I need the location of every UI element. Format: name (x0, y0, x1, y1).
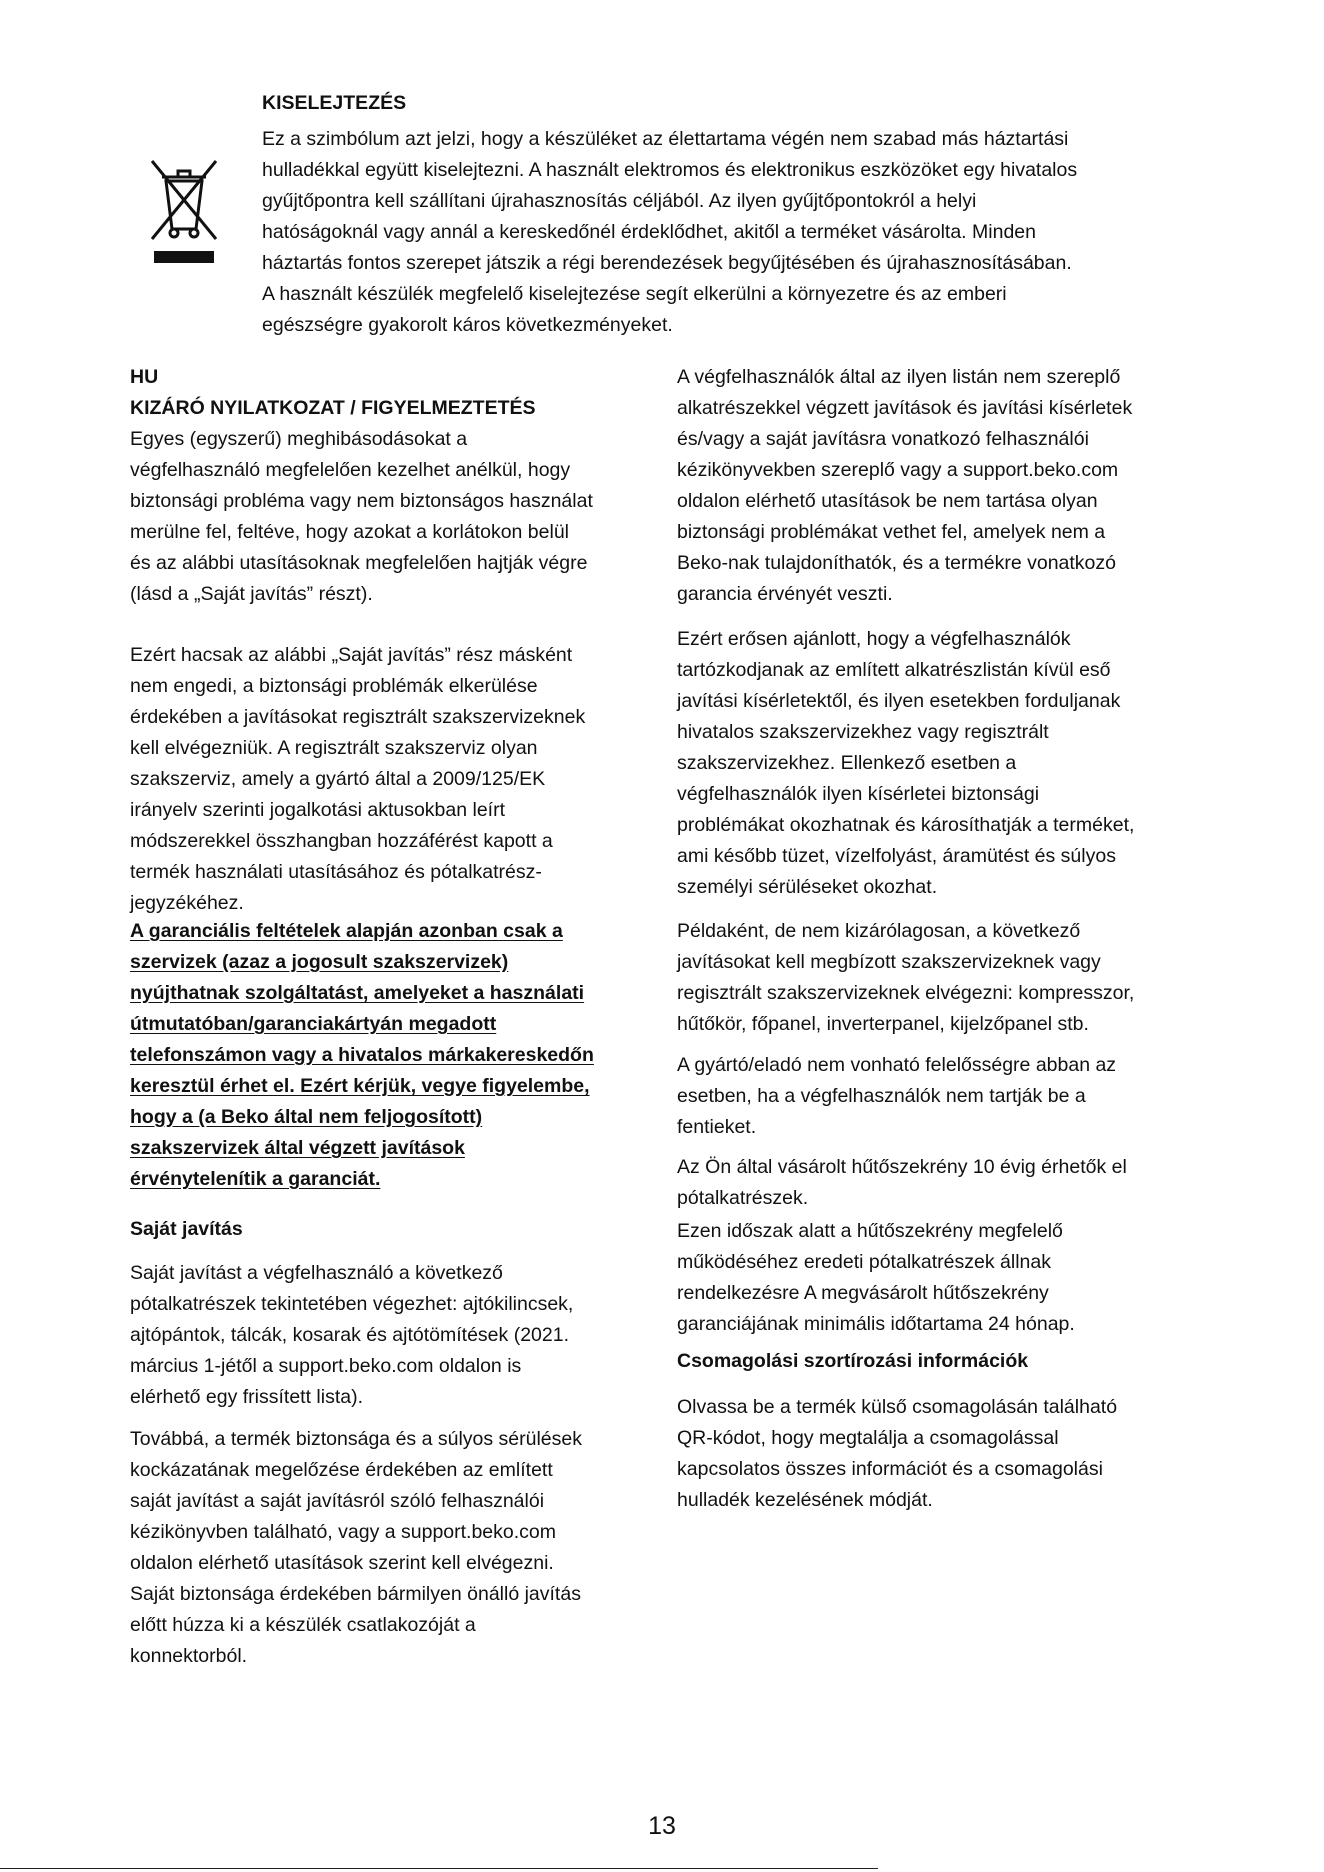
recommendation-paragraph: Ezért erősen ajánlott, hogy a végfelhasználók tartózkodjanak az említett alkatrészlistán kívül eső javítási kísérletektől, és ilyen esetekben forduljanak hivatalos szakszervizekhez vagy regisztrált szakszervizekhez. Ellenkező esetben a végfelhasználók ilyen kísérletei biztonsági problémákat okozhatnak és károsíthatják a terméket, ami később tüzet, vízelfolyást, áramütést és súlyos személyi sérüléseket okozhat. (677, 628, 1135, 898)
language-label: HU (130, 366, 159, 388)
disclaimer-title: KIZÁRÓ NYILATKOZAT / FIGYELMEZTETÉS (130, 397, 536, 419)
liability-paragraph: A gyártó/eladó nem vonható felelősségre abban az esetben, ha a végfelhasználók nem tartják be a fentieket. (677, 1054, 1117, 1138)
unauthorized-repair-paragraph: A végfelhasználók által az ilyen listán nem szereplő alkatrészekkel végzett javítások és javítási kísérletek és/vagy a saját javításra vonatkozó felhasználói kézikönyvekben szereplő vagy a support.beko.com oldalon elérhető utasítások be nem tartása olyan biztonsági problémákat vethet fel, amelyek nem a Beko-nak tulajdoníthatók, és a termékre vonatkozó garancia érvényét veszti. (677, 366, 1133, 605)
warranty-warning: A garanciális feltételek alapján azonban csak a szervizek (azaz a jogosult szakszervizek) nyújthatnak szolgáltatást, amelyeket a használati útmutatóban/garanciakártyán megadott telefonszámon vagy a hivatalos márkakereskedőn keresztül érhet el. Ezért kérjük, vegye figyelembe, hogy a (a Beko által nem feljogosított) szakszervizek által végzett javítások érvénytelenítik a garanciát. (130, 920, 594, 1190)
examples-paragraph: Példaként, de nem kizárólagosan, a következő javításokat kell megbízott szakszervizeknek vagy regisztrált szakszervizeknek elvégezni: kompresszor, hűtőkör, főpanel, inverterpanel, kijelzőpanel stb. (677, 920, 1135, 1035)
repair-paragraph: Ezért hacsak az alábbi „Saját javítás” rész másként nem engedi, a biztonsági problémák elkerülése érdekében a javításokat regisztrált szakszervizeknek kell elvégezniük. A regisztrált szakszerviz olyan szakszerviz, amely a gyártó által a 2009/125/EK irányelv szerinti jogalkotási aktusokban leírt módszerekkel összhangban hozzáférést kapott a termék használati utasításához és pótalkatrész- jegyzékéhez. (130, 644, 586, 914)
packaging-paragraph: Olvassa be a termék külső csomagolásán található QR-kódot, hogy megtalálja a csomagolással kapcsolatos összes információt és a csomagolási hulladék kezelésének módját. (677, 1396, 1118, 1511)
weee-crossed-bin-icon (148, 155, 220, 267)
self-repair-title: Saját javítás (130, 1218, 243, 1240)
self-repair-safety-paragraph: Továbbá, a termék biztonsága és a súlyos sérülések kockázatának megelőzése érdekében az említett saját javítást a saját javításról szóló felhasználói kézikönyvben található, vagy a support.beko.com oldalon elérhető utasítások szerint kell elvégezni. Saját biztonsága érdekében bármilyen önálló javítás előtt húzza ki a készülék csatlakozóját a konnektorból. (130, 1428, 582, 1667)
page-number: 13 (648, 1812, 676, 1840)
self-repair-paragraph: Saját javítást a végfelhasználó a következő pótalkatrészek tekintetében végezhet: ajtókilincsek, ajtópántok, tálcák, kosarak és ajtótömítések (2021. március 1-jétől a support.beko.com oldalon is elérhető egy frissített lista). (130, 1262, 574, 1408)
packaging-title: Csomagolási szortírozási információk (677, 1350, 1029, 1372)
disclaimer-paragraph: Egyes (egyszerű) meghibásodásokat a végfelhasználó megfelelően kezelhet anélkül, hogy biztonsági probléma vagy nem biztonságos használat merülne fel, feltéve, hogy azokat a korlátokon belül és az alábbi utasításoknak megfelelően hajtják végre (lásd a „Saját javítás” részt). (130, 428, 593, 605)
disposal-title: KISELEJTEZÉS (262, 92, 407, 114)
spare-parts-availability: Az Ön által vásárolt hűtőszekrény 10 évig érhetők el pótalkatrészek. (677, 1156, 1127, 1209)
spare-parts-period-paragraph: Ezen időszak alatt a hűtőszekrény megfelelő működéséhez eredeti pótalkatrészek állnak rendelkezésre A megvásárolt hűtőszekrény garanciájának minimális időtartama 24 hónap. (677, 1220, 1075, 1335)
bottom-divider (0, 1868, 878, 1869)
disposal-text: Ez a szimbólum azt jelzi, hogy a készüléket az élettartama végén nem szabad más háztartási hulladékkal együtt kiselejtezni. A használt elektromos és elektronikus eszközöket egy hivatalos gyűjtőpontra kell szállítani újrahasznosítás céljából. Az ilyen gyűjtőpontokról a helyi hatóságoknál vagy annál a kereskedőnél érdeklődhet, akitől a terméket vásárolta. Minden háztartás fontos szerepet játszik a régi berendezések begyűjtésében és újrahasznosításában. A használt készülék megfelelő kiselejtezése segít elkerülni a környezetre és az emberi egészségre gyakorolt káros következményeket. (262, 128, 1078, 336)
